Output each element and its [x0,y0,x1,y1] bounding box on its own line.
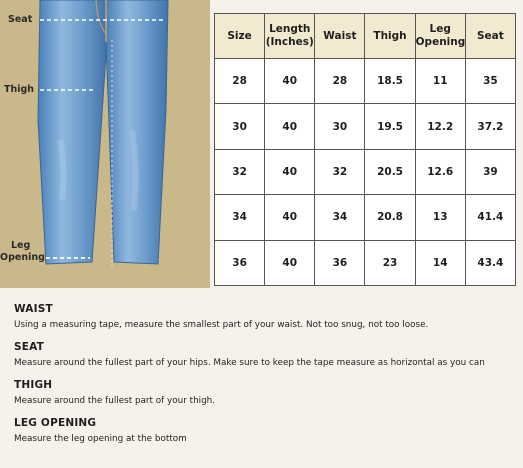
table-cell: 20.5 [365,149,415,194]
table-cell: 40 [265,149,315,194]
seat-heading: SEAT [14,341,45,353]
table-cell: 19.5 [365,104,415,149]
header-length: Length (Inches) [265,14,315,59]
table-cell: 20.8 [365,195,415,240]
header-size: Size [215,14,265,59]
table-cell: 40 [265,59,315,104]
seat-label: Seat [8,14,33,25]
table-row [215,59,516,104]
leg-opening-description: Measure the leg opening at the bottom [14,434,187,444]
header-thigh: Thigh [365,14,415,59]
table-cell: 18.5 [365,59,415,104]
table-cell: 40 [265,195,315,240]
header-waist: Waist [315,14,365,59]
table-cell: 34 [215,195,265,240]
table-cell: 37.2 [465,104,515,149]
table-cell: 40 [265,240,315,285]
table-row [215,195,516,240]
table-cell: 41.4 [465,195,515,240]
leg-opening-label-line2: Opening [0,252,45,263]
header-seat: Seat [465,14,515,59]
table-cell: 28 [315,59,365,104]
table-cell: 11 [415,59,465,104]
table-cell: 39 [465,149,515,194]
jeans-illustration-panel [0,0,210,288]
table-cell: 12.6 [415,149,465,194]
table-cell: 43.4 [465,240,515,285]
leg-opening-heading: LEG OPENING [14,417,97,429]
thigh-label: Thigh [4,84,35,95]
table-cell: 12.2 [415,104,465,149]
table-cell: 32 [315,149,365,194]
jeans-image [0,0,210,288]
waist-description: Using a measuring tape, measure the smallest part of your waist. Not too snug, not too loose. [14,320,429,330]
table-cell: 40 [265,104,315,149]
table-row [215,104,516,149]
thigh-heading: THIGH [14,379,53,391]
seat-description: Measure around the fullest part of your hips. Make sure to keep the tape measure as horizontal as you can [14,358,485,368]
table-header-row [215,14,516,59]
table-cell: 35 [465,59,515,104]
size-table [214,13,516,286]
table-cell: 14 [415,240,465,285]
table-cell: 36 [315,240,365,285]
table-cell: 30 [215,104,265,149]
table-cell: 28 [215,59,265,104]
waist-heading: WAIST [14,303,53,315]
table-cell: 32 [215,149,265,194]
table-cell: 13 [415,195,465,240]
table-cell: 23 [365,240,415,285]
table-row [215,149,516,194]
table-row [215,240,516,285]
table-cell: 34 [315,195,365,240]
table-cell: 36 [215,240,265,285]
table-cell: 30 [315,104,365,149]
thigh-description: Measure around the fullest part of your thigh. [14,396,216,406]
measuring-instructions [14,302,514,454]
size-table-container [214,13,516,286]
header-leg-opening: Leg Opening [415,14,465,59]
leg-opening-label-line1: Leg [11,240,31,251]
